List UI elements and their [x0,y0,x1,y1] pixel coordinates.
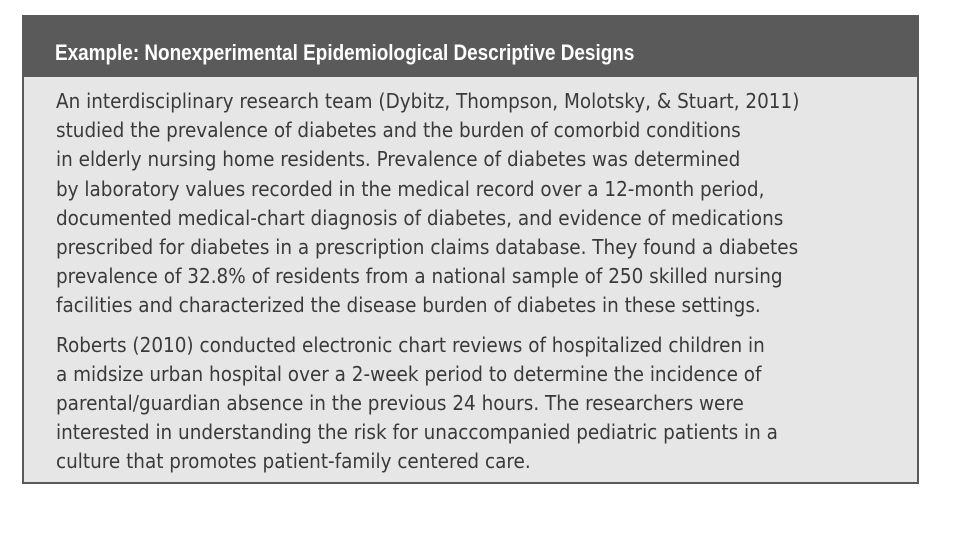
paragraph-roberts-study: Roberts (2010) conducted electronic chart reviews of hospitalized children in a midsize urban hospital over a 2-week period to determine the incidence of parental/guardian absence in the previous 24 hours. The researchers were interested in understanding the risk for unaccompanied pediatric patients in a culture that promotes patient-family centered care. [56,332,778,474]
example-box [22,15,919,484]
example-body [56,87,916,477]
paragraph-dybitz-study: An interdisciplinary research team (Dybitz, Thompson, Molotsky, & Stuart, 2011) studied the prevalence of diabetes and the burden of comorbid conditions in elderly nursing home residents. Prevalence of diabetes was determined by laboratory values recorded in the medical record over a 12-month period, documented medical-chart diagnosis of diabetes, and evidence of medications prescribed for diabetes in a prescription claims database. They found a diabetes prevalence of 32.8% of residents from a national sample of 250 skilled nursing facilities and characterized the disease burden of diabetes in these settings. [56,89,800,318]
example-header [24,17,917,77]
example-title: Example: Nonexperimental Epidemiological Descriptive Designs [55,40,635,65]
